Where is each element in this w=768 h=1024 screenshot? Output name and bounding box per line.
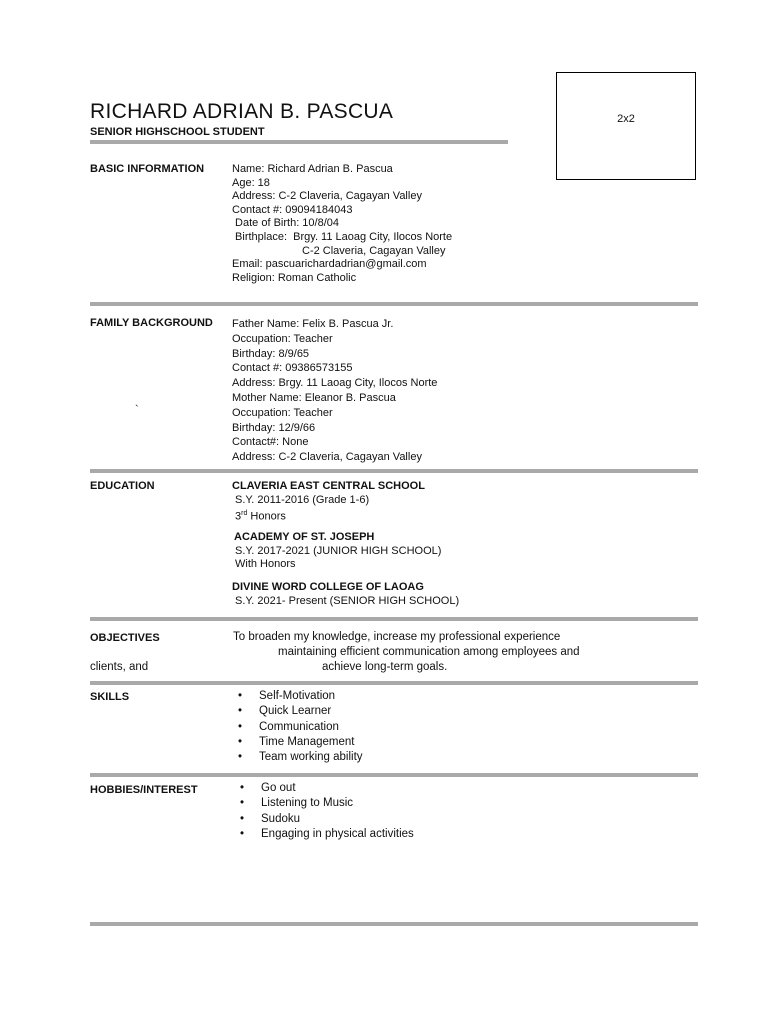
education-heading: EDUCATION bbox=[90, 480, 155, 492]
school-honor: With Honors bbox=[235, 558, 296, 571]
education-school bbox=[232, 581, 459, 608]
education-school bbox=[234, 531, 441, 572]
basic-information-heading: BASIC INFORMATION bbox=[90, 163, 205, 175]
list-item: • Engaging in physical activities bbox=[236, 827, 414, 842]
family-line: Father Name: Felix B. Pascua Jr. bbox=[232, 318, 394, 330]
section-divider bbox=[90, 681, 698, 685]
skills-list bbox=[234, 689, 363, 765]
hobbies-heading: HOBBIES/INTEREST bbox=[90, 784, 198, 796]
photo-placeholder bbox=[556, 72, 696, 180]
info-line: Age: 18 bbox=[232, 176, 270, 189]
school-name: ACADEMY OF ST. JOSEPH bbox=[234, 531, 375, 543]
info-line: Address: C-2 Claveria, Cagayan Valley bbox=[232, 190, 422, 203]
list-item: • Sudoku bbox=[236, 812, 414, 827]
section-divider bbox=[90, 302, 698, 306]
info-line: Date of Birth: 10/8/04 bbox=[232, 217, 340, 230]
school-years: S.Y. 2017-2021 (JUNIOR HIGH SCHOOL) bbox=[235, 544, 442, 557]
family-line: Contact#: None bbox=[232, 436, 309, 449]
header-divider bbox=[90, 140, 508, 144]
info-line: C-2 Claveria, Cagayan Valley bbox=[302, 244, 446, 257]
footer-divider bbox=[90, 922, 698, 926]
info-line: Email: pascuarichardadrian@gmail.com bbox=[232, 258, 427, 271]
info-line: Contact #: 09094184043 bbox=[232, 203, 353, 216]
hobbies-list bbox=[236, 781, 414, 842]
school-years: S.Y. 2021- Present (SENIOR HIGH SCHOOL) bbox=[235, 594, 460, 607]
list-item: • Listening to Music bbox=[236, 796, 414, 811]
objective-line: To broaden my knowledge, increase my professional experience bbox=[233, 631, 561, 643]
family-line: Occupation: Teacher bbox=[232, 332, 333, 345]
list-item: • Quick Learner bbox=[234, 704, 363, 719]
family-line: Contact #: 09386573155 bbox=[232, 362, 353, 375]
objectives-heading: OBJECTIVES bbox=[90, 632, 160, 644]
family-background-block bbox=[232, 317, 437, 465]
family-line: Birthday: 12/9/66 bbox=[232, 421, 316, 434]
photo-label: 2x2 bbox=[617, 113, 635, 125]
family-line: Occupation: Teacher bbox=[232, 406, 333, 419]
objective-line: maintaining efficient communication among employees and bbox=[278, 646, 580, 658]
school-years: S.Y. 2011-2016 (Grade 1-6) bbox=[235, 493, 370, 506]
objective-line: clients, and bbox=[90, 661, 149, 673]
list-item: • Communication bbox=[234, 720, 363, 735]
section-divider bbox=[90, 469, 698, 473]
family-background-heading: FAMILY BACKGROUND bbox=[90, 317, 213, 329]
section-divider bbox=[90, 617, 698, 621]
applicant-title: SENIOR HIGHSCHOOL STUDENT bbox=[90, 126, 265, 138]
list-item: • Go out bbox=[236, 781, 414, 796]
info-line: Name: Richard Adrian B. Pascua bbox=[232, 163, 393, 175]
family-line: Birthday: 8/9/65 bbox=[232, 347, 310, 360]
info-line: Religion: Roman Catholic bbox=[232, 271, 357, 284]
section-divider bbox=[90, 773, 698, 777]
family-line: Address: Brgy. 11 Laoag City, Ilocos Norte bbox=[232, 377, 438, 390]
school-name: DIVINE WORD COLLEGE OF LAOAG bbox=[232, 581, 424, 593]
school-honor: 3rd Honors bbox=[235, 510, 286, 523]
school-name: CLAVERIA EAST CENTRAL SCHOOL bbox=[232, 480, 425, 492]
info-line: Birthplace: Brgy. 11 Laoag City, Ilocos Norte bbox=[232, 230, 453, 243]
list-item: • Self-Motivation bbox=[234, 689, 363, 704]
list-item: • Team working ability bbox=[234, 750, 363, 765]
objective-line: achieve long-term goals. bbox=[322, 661, 448, 673]
family-line: Address: C-2 Claveria, Cagayan Valley bbox=[232, 451, 422, 464]
basic-information-block bbox=[232, 163, 452, 285]
list-item: • Time Management bbox=[234, 735, 363, 750]
family-line: Mother Name: Eleanor B. Pascua bbox=[232, 391, 396, 404]
applicant-name: RICHARD ADRIAN B. PASCUA bbox=[90, 100, 394, 123]
education-school bbox=[232, 480, 425, 524]
stray-mark: ` bbox=[135, 404, 139, 416]
skills-heading: SKILLS bbox=[90, 691, 130, 703]
